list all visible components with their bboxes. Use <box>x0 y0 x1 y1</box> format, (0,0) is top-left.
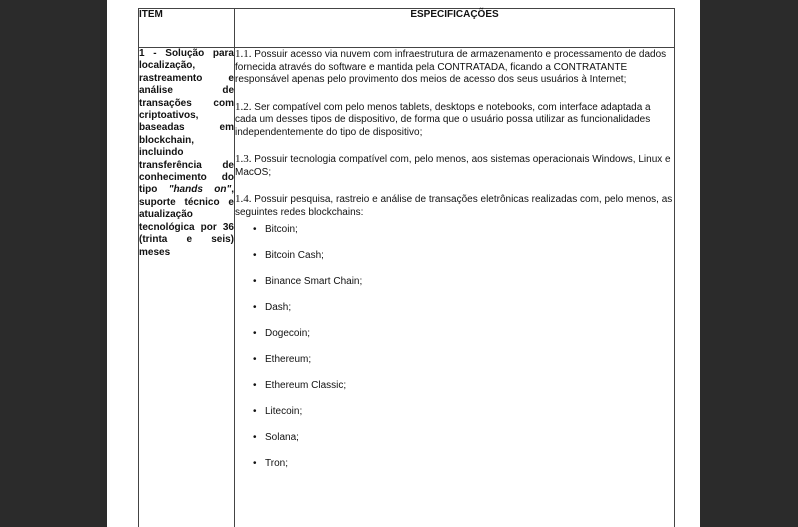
list-item <box>253 301 674 327</box>
bullet-icon: • <box>253 432 257 443</box>
item-text-start: 1 - Solução para localização, rastreamento e análise de transações com criptoativos, baseadas em blockchain, incluindo transferência de conhecimento do tipo <box>139 48 234 196</box>
header-item: ITEM <box>139 9 235 48</box>
table-header-row <box>139 9 675 48</box>
blockchain-name: Ethereum Classic; <box>265 380 347 391</box>
blockchain-list <box>235 223 674 483</box>
blockchain-name: Ethereum; <box>265 354 312 365</box>
list-item <box>253 275 674 301</box>
specifications-cell <box>235 48 675 527</box>
list-item <box>253 327 674 353</box>
bullet-icon: • <box>253 380 257 391</box>
item-description <box>139 48 235 527</box>
spec-paragraph-3 <box>235 153 674 179</box>
item-text-end: , suporte técnico e atualização tecnológica por 36 (trinta e seis) meses <box>139 184 234 258</box>
spec-number: 1.3. <box>235 153 252 165</box>
list-item <box>253 223 674 249</box>
list-item <box>253 405 674 431</box>
spec-paragraph-1 <box>235 48 674 87</box>
specifications-table <box>138 8 675 527</box>
blockchain-name: Solana; <box>265 432 299 443</box>
list-item <box>253 379 674 405</box>
spec-paragraph-4 <box>235 193 674 219</box>
blockchain-name: Bitcoin; <box>265 224 298 235</box>
list-item <box>253 431 674 457</box>
list-item <box>253 249 674 275</box>
spec-text: Possuir acesso via nuvem com infraestrutura de armazenamento e processamento de dados fornecida através do software e mantida pela CONTRATADA, ficando a CONTRATANTE responsável apenas pelo provimento dos meios de acesso dos seus usuários à Internet; <box>235 49 667 85</box>
blockchain-name: Dogecoin; <box>265 328 311 339</box>
list-item <box>253 353 674 379</box>
item-text-quote: "hands on" <box>168 184 232 196</box>
spec-paragraph-2 <box>235 101 674 140</box>
blockchain-name: Dash; <box>265 302 292 313</box>
bullet-icon: • <box>253 354 257 365</box>
spec-number: 1.4. <box>235 193 252 205</box>
bullet-icon: • <box>253 302 257 313</box>
blockchain-name: Bitcoin Cash; <box>265 250 324 261</box>
bullet-icon: • <box>253 276 257 287</box>
blockchain-name: Litecoin; <box>265 406 303 417</box>
blockchain-name: Tron; <box>265 458 288 469</box>
spec-text: Possuir tecnologia compatível com, pelo menos, aos sistemas operacionais Windows, Linux e MacOS; <box>235 154 671 178</box>
bullet-icon: • <box>253 224 257 235</box>
list-item <box>253 457 674 483</box>
spec-text: Ser compatível com pelo menos tablets, desktops e notebooks, com interface adaptada a cada um desses tipos de dispositivo, de forma que o usuário possa utilizar as funcionalidades independentemente do tipo de dispositivo; <box>235 101 651 138</box>
bullet-icon: • <box>253 328 257 339</box>
document-page <box>107 0 700 527</box>
bullet-icon: • <box>253 250 257 261</box>
spec-number: 1.2. <box>235 100 252 113</box>
spec-text: Possuir pesquisa, rastreio e análise de transações eletrônicas realizadas com, pelo menos, as seguintes redes blockchains: <box>235 194 673 218</box>
bullet-icon: • <box>253 458 257 469</box>
bullet-icon: • <box>253 406 257 417</box>
spec-number: 1.1. <box>235 48 252 60</box>
table-row <box>139 48 675 527</box>
header-specifications: ESPECIFICAÇÕES <box>235 9 675 48</box>
blockchain-name: Binance Smart Chain; <box>265 276 363 287</box>
